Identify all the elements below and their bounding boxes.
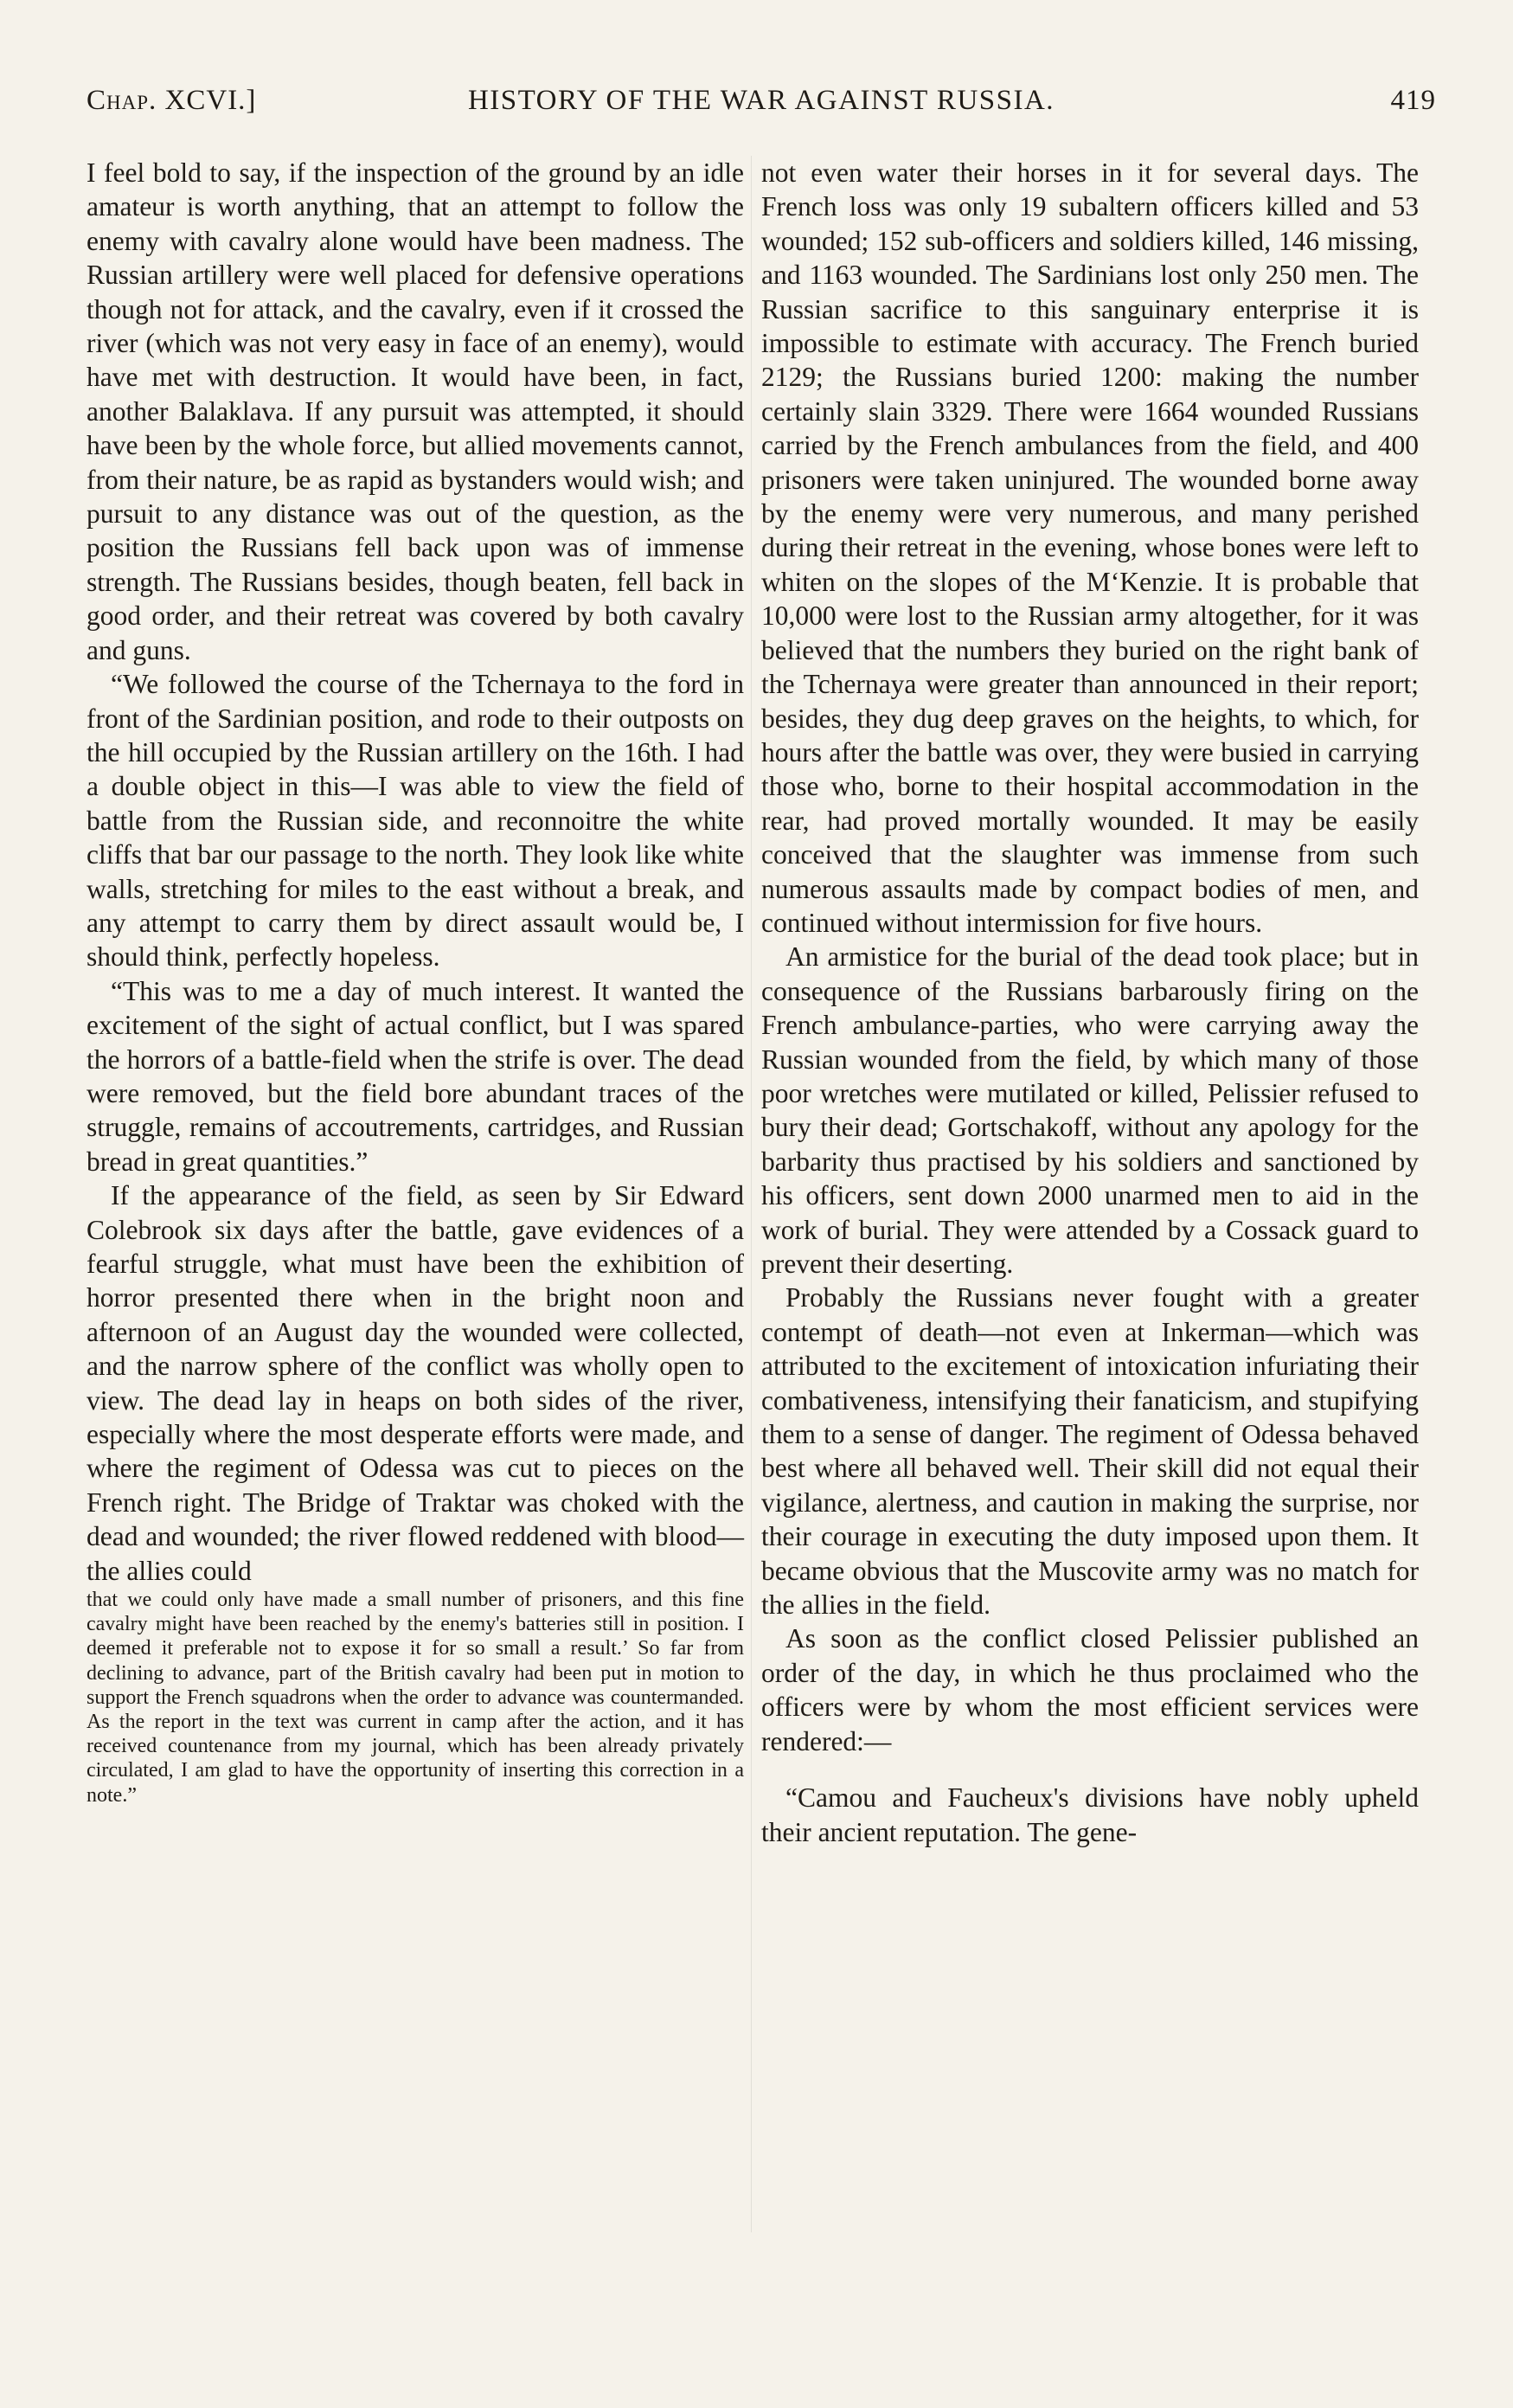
quoted-order: “Camou and Faucheux's divisions have nobly upheld their ancient reputation. The gene-	[761, 1782, 1419, 1847]
right-column	[761, 156, 1419, 1849]
paragraph: As soon as the conflict closed Pelissier published an order of the day, in which he thus proclaimed who the officers were by whom the most efficient services were rendered:—	[761, 1623, 1419, 1756]
paragraph: I feel bold to say, if the inspection of the ground by an idle amateur is worth anything, that an attempt to follow the enemy with cavalry alone would have been madness. The Russian artillery were well placed for defensive operations though not for attack, and the cavalry, even if it crossed the river (which was not very easy in face of an enemy), would have met with destruction. It would have been, in fact, another Balaklava. If any pursuit was attempted, it should have been by the whole force, but allied movements cannot, from their nature, be as rapid as bystanders would wish; and pursuit to any distance was out of the question, as the position the Russians fell back upon was of immense strength. The Russians besides, though beaten, fell back in good order, and their retreat was covered by both cavalry and guns.	[87, 157, 744, 665]
book-title: HISTORY OF THE WAR AGAINST RUSSIA.	[467, 85, 1055, 116]
spacer	[761, 1758, 1419, 1781]
chapter-label: Chap. XCVI.]	[87, 85, 257, 116]
paragraph: “This was to me a day of much interest. It wanted the excitement of the sight of actual conflict, but I was spared the horrors of a battle-field when the strife is over. The dead were removed, but the field bore abundant traces of the struggle, remains of accoutrements, cartridges, and Russian bread in great quantities.”	[87, 975, 744, 1177]
paragraph: If the appearance of the field, as seen by Sir Edward Colebrook six days after the battle, gave evidences of a fearful struggle, what must have been the exhibition of horror presented there when in the bright noon and afternoon of an August day the wounded were collected, and the narrow sphere of the conflict was wholly open to view. The dead lay in heaps on both sides of the river, especially where the most desperate efforts were made, and where the regiment of Odessa was cut to pieces on the French right. The Bridge of Traktar was choked with the dead and wounded; the river flowed reddened with blood—the allies could	[87, 1180, 744, 1586]
running-header	[87, 85, 1436, 128]
paragraph: Probably the Russians never fought with a greater contempt of death—not even at Inkerman—which was attributed to the excitement of intoxication infuriating their combativeness, intensifying their fanaticism, and stupifying them to a sense of danger. The regiment of Odessa behaved best where all behaved well. Their skill did not equal their vigilance, alertness, and caution in making the surprise, nor their courage in executing the duty imposed upon them. It became obvious that the Muscovite army was no match for the allies in the field.	[761, 1282, 1419, 1621]
paragraph: not even water their horses in it for several days. The French loss was only 19 subaltern officers killed and 53 wounded; 152 sub-officers and soldiers killed, 146 missing, and 1163 wounded. The Sardinians lost only 250 men. The Russian sacrifice to this sanguinary enterprise it is impossible to estimate with accuracy. The French buried 2129; the Russians buried 1200: making the number certainly slain 3329. There were 1664 wounded Russians carried by the French ambulances from the field, and 400 prisoners were taken uninjured. The wounded borne away by the enemy were very numerous, and many perished during their retreat in the evening, whose bones were left to whiten on the slopes of the M‘Kenzie. It is probable that 10,000 were lost to the Russian army altogether, for it was believed that the numbers they buried on the right bank of the Tchernaya were greater than announced in their report; besides, they dug deep graves on the heights, to which, for hours after the battle was over, they were busied in carrying those who, borne to their hospital accommodation in the rear, had proved mortally wounded. It may be easily conceived that the slaughter was immense from such numerous assaults made by compact bodies of men, and continued without intermission for five hours.	[761, 157, 1419, 938]
page-number: 419	[1390, 85, 1436, 116]
left-column	[87, 156, 744, 1808]
footnote: that we could only have made a small number of prisoners, and this fine cavalry might have been reached by the enemy's batteries still in position. I deemed it preferable not to expose it for so small a result.’ So far from declining to advance, part of the British cavalry had been put in motion to support the French squadrons when the order to advance was countermanded. As the report in the text was current in camp after the action, and it has received countenance from my journal, which has been already privately circulated, I am glad to have the opportunity of inserting this correction in a note.”	[87, 1589, 744, 1807]
column-gutter	[751, 156, 752, 2232]
paragraph: “We followed the course of the Tchernaya to the ford in front of the Sardinian position, and rode to their outposts on the hill occupied by the Russian artillery on the 16th. I had a double object in this—I was able to view the field of battle from the Russian side, and reconnoitre the white cliffs that bar our passage to the north. They look like white walls, stretching for miles to the east without a break, and any attempt to carry them by direct assault would be, I should think, perfectly hopeless.	[87, 669, 744, 973]
paragraph: An armistice for the burial of the dead took place; but in consequence of the Russians barbarously firing on the French ambulance-parties, who were carrying away the Russian wounded from the field, by which many of those poor wretches were mutilated or killed, Pelissier refused to bury their dead; Gortschakoff, without any apology for the barbarity thus practised by his soldiers and sanctioned by his officers, sent down 2000 unarmed men to aid in the work of burial. They were attended by a Cossack guard to prevent their deserting.	[761, 941, 1419, 1279]
